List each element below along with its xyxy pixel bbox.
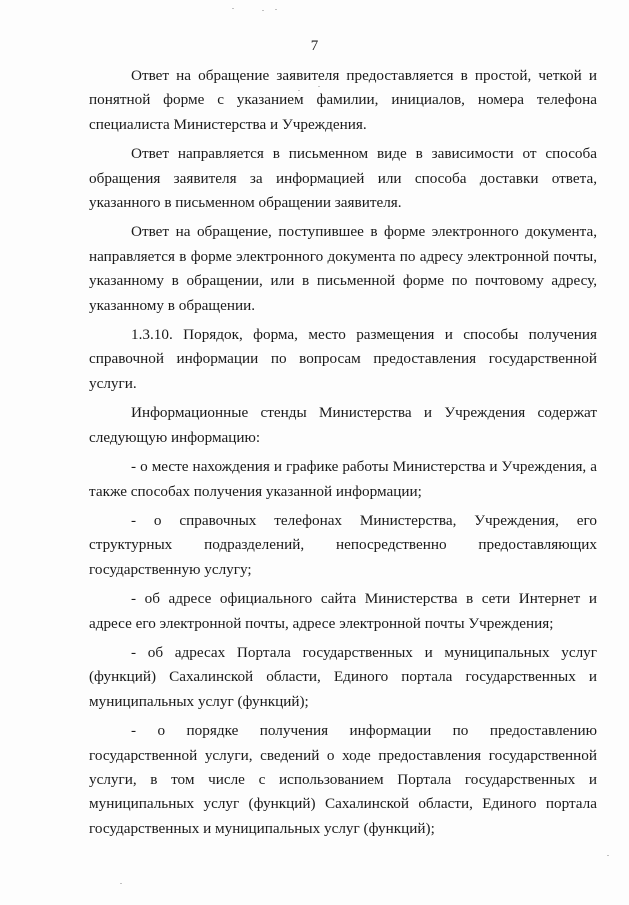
list-item-procedure: - о порядке получения информации по предоставлению государственной услуги, сведений о ходе предоставления государственной услуги, в том числе с использованием Портала государственных и муниципальных услуг (функций) Сахалинской области, Единого портала государственных и муниципальных услуг (функций); xyxy=(89,722,597,837)
list-item-portals: - об адресах Портала государственных и муниципальных услуг (функций) Сахалинской области, Единого портала государственных и муниципальных услуг (функций); xyxy=(89,643,597,710)
scan-speck xyxy=(607,855,609,856)
list-item-location: - о месте нахождения и графике работы Министерства и Учреждения, а также способах получения указанной информации; xyxy=(89,458,597,500)
paragraph-section-heading: 1.3.10. Порядок, форма, место размещения и способы получения справочной информации по вопросам предоставления государственной услуги. xyxy=(89,326,597,392)
list-item-website: - об адресе официального сайта Министерства в сети Интернет и адресе его электронной почты, адресе электронной почты Учреждения; xyxy=(89,590,597,632)
scan-speck xyxy=(232,8,234,9)
page-number: 7 xyxy=(310,38,319,54)
paragraph-response-written: Ответ направляется в письменном виде в зависимости от способа обращения заявителя за информацией или способа доставки ответа, указанного в письменном обращении заявителя. xyxy=(89,145,597,212)
scan-speck xyxy=(298,90,300,91)
scan-speck xyxy=(262,10,264,11)
list-item-phones: - о справочных телефонах Министерства, Учреждения, его структурных подразделений, непосредственно предоставляющих государственную услугу; xyxy=(89,511,597,578)
document-body xyxy=(89,64,597,846)
paragraph-info-stands: Информационные стенды Министерства и Учреждения содержат следующую информацию: xyxy=(89,404,597,446)
paragraph-response-electronic: Ответ на обращение, поступившее в форме электронного документа, направляется в форме электронного документа по адресу электронной почты, указанному в обращении, или в письменной форме по почтовому адресу, указанному в обращении. xyxy=(89,223,597,314)
scan-speck xyxy=(275,9,277,10)
scan-speck xyxy=(120,883,122,884)
paragraph-response-form: Ответ на обращение заявителя предоставляется в простой, четкой и понятной форме с указанием фамилии, инициалов, номера телефона специалиста Министерства и Учреждения. xyxy=(89,67,597,133)
scan-speck xyxy=(318,86,320,87)
